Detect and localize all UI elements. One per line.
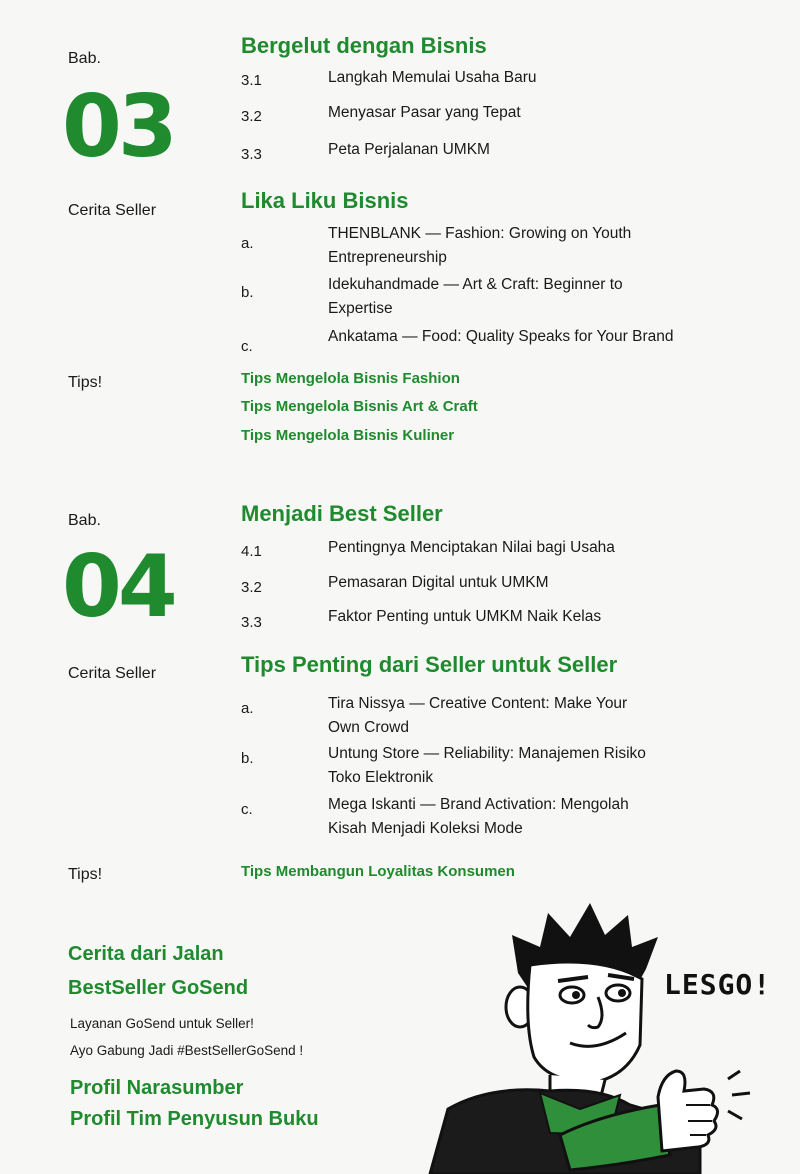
cartoon-seller-illustration	[400, 895, 798, 1174]
cerita-seller-label: Cerita Seller	[68, 665, 157, 682]
tip-item: Tips Mengelola Bisnis Fashion	[241, 370, 460, 387]
section-title: Faktor Penting untuk UMKM Naik Kelas	[328, 608, 602, 625]
tips-label: Tips!	[68, 866, 103, 883]
bab-label: Bab.	[68, 512, 101, 529]
profile-narasumber: Profil Narasumber	[70, 1077, 244, 1099]
seller-section-title: Tips Penting dari Seller untuk Seller	[241, 652, 618, 677]
tip-item: Tips Membangun Loyalitas Konsumen	[241, 863, 515, 880]
story-title: THENBLANK — Fashion: Growing on Youth Entrepreneurship	[328, 225, 632, 266]
speech-text: LESGO!	[664, 968, 772, 1001]
section-number: 3.1	[241, 72, 262, 89]
story-letter: b.	[241, 750, 254, 767]
chapter-title: Bergelut dengan Bisnis	[241, 33, 487, 58]
chapter-title: Menjadi Best Seller	[241, 501, 443, 526]
footer-line1: Layanan GoSend untuk Seller!	[70, 1016, 254, 1031]
section-title: Peta Perjalanan UMKM	[328, 141, 490, 158]
story-letter: c.	[241, 338, 253, 355]
story-title: Mega Iskanti — Brand Activation: Mengolah Kisah Menjadi Koleksi Mode	[328, 796, 629, 837]
story-title: Ankatama — Food: Quality Speaks for Your Brand	[328, 328, 674, 345]
story-letter: a.	[241, 700, 254, 717]
footer-title-line2: BestSeller GoSend	[68, 977, 249, 999]
story-title: Tira Nissya — Creative Content: Make Your Own Crowd	[328, 695, 628, 736]
cerita-seller-label: Cerita Seller	[68, 202, 157, 219]
story-title: Untung Store — Reliability: Manajemen Risiko Toko Elektronik	[328, 745, 646, 786]
section-title: Pentingnya Menciptakan Nilai bagi Usaha	[328, 539, 615, 556]
section-title: Menyasar Pasar yang Tepat	[328, 104, 521, 121]
section-number: 4.1	[241, 543, 262, 560]
section-title: Langkah Memulai Usaha Baru	[328, 69, 537, 86]
story-letter: b.	[241, 284, 254, 301]
section-title: Pemasaran Digital untuk UMKM	[328, 574, 549, 591]
section-number: 3.2	[241, 579, 262, 596]
profile-tim: Profil Tim Penyusun Buku	[70, 1108, 319, 1130]
tips-label: Tips!	[68, 374, 103, 391]
section-number: 3.2	[241, 108, 262, 125]
story-letter: c.	[241, 801, 253, 818]
story-letter: a.	[241, 235, 254, 252]
chapter-number: 04	[62, 537, 174, 637]
footer-line2: Ayo Gabung Jadi #BestSellerGoSend !	[70, 1043, 304, 1058]
tip-item: Tips Mengelola Bisnis Art & Craft	[241, 398, 478, 415]
story-title: Idekuhandmade — Art & Craft: Beginner to Expertise	[328, 276, 623, 317]
tip-item: Tips Mengelola Bisnis Kuliner	[241, 427, 455, 444]
section-number: 3.3	[241, 146, 262, 163]
bab-label: Bab.	[68, 50, 101, 67]
chapter-number: 03	[62, 77, 174, 177]
section-number: 3.3	[241, 614, 262, 631]
footer-title-line1: Cerita dari Jalan	[68, 943, 224, 965]
seller-section-title: Lika Liku Bisnis	[241, 188, 409, 213]
